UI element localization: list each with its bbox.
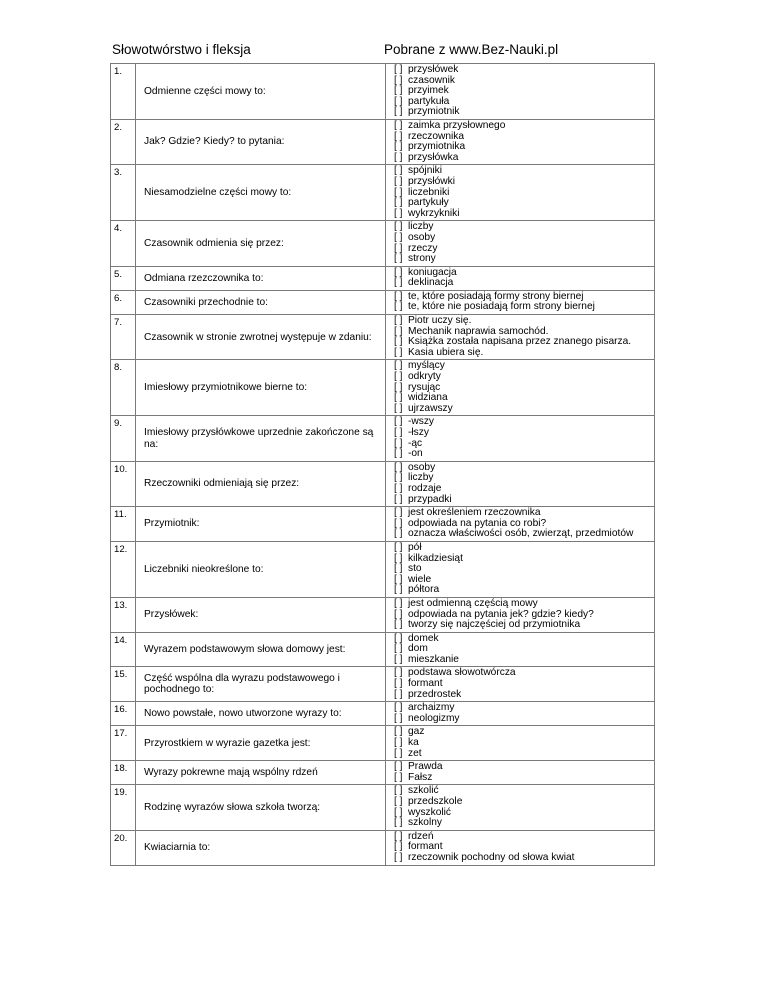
answer-option[interactable] <box>394 529 652 540</box>
answer-option-label: te, które nie posiadają form strony biernej <box>408 301 595 313</box>
answer-option-label: wyszkolić <box>408 806 452 818</box>
answer-checkbox[interactable]: [ ] <box>394 702 403 714</box>
answer-option-label: oznacza właściwości osób, zwierząt, przedmiotów <box>408 528 634 540</box>
answer-options <box>386 315 655 360</box>
question-row <box>111 830 655 865</box>
answer-checkbox[interactable]: [ ] <box>394 806 403 818</box>
answer-option[interactable] <box>394 278 652 289</box>
answer-option[interactable] <box>394 564 652 575</box>
answer-checkbox[interactable]: [ ] <box>394 851 403 863</box>
answer-option[interactable] <box>394 762 652 773</box>
answer-checkbox[interactable]: [ ] <box>394 573 403 585</box>
question-number: 5. <box>111 266 136 290</box>
answer-checkbox[interactable]: [ ] <box>394 95 403 107</box>
answer-option-label: kilkadziesiąt <box>408 552 463 564</box>
answer-options <box>386 221 655 266</box>
answer-option-label: rodzaje <box>408 482 442 494</box>
answer-option[interactable] <box>394 655 652 666</box>
question-number: 18. <box>111 761 136 785</box>
answer-checkbox[interactable]: [ ] <box>394 290 403 302</box>
answer-checkbox[interactable]: [ ] <box>394 796 403 807</box>
question-row <box>111 785 655 830</box>
answer-checkbox[interactable]: [ ] <box>394 165 403 177</box>
answer-option[interactable] <box>394 714 652 725</box>
answer-option-label: przysłówek <box>408 64 459 75</box>
answer-checkbox[interactable]: [ ] <box>394 221 403 233</box>
answer-checkbox[interactable]: [ ] <box>394 242 403 254</box>
answer-checkbox[interactable]: [ ] <box>394 74 403 86</box>
answer-checkbox[interactable]: [ ] <box>394 482 403 494</box>
answer-option-label: deklinacja <box>408 277 454 289</box>
answer-checkbox[interactable]: [ ] <box>394 493 403 505</box>
answer-checkbox[interactable]: [ ] <box>394 106 403 118</box>
answer-checkbox[interactable]: [ ] <box>394 207 403 219</box>
answer-option[interactable] <box>394 404 652 415</box>
answer-option[interactable] <box>394 818 652 829</box>
question-row <box>111 541 655 597</box>
answer-option-label: Kasia ubiera się. <box>408 346 484 358</box>
answer-checkbox[interactable]: [ ] <box>394 472 403 484</box>
question-row <box>111 667 655 702</box>
answer-option[interactable] <box>394 484 652 495</box>
question-number: 12. <box>111 541 136 597</box>
answer-option[interactable] <box>394 620 652 631</box>
answer-checkbox[interactable]: [ ] <box>394 563 403 575</box>
answer-checkbox[interactable]: [ ] <box>394 507 403 519</box>
answer-options <box>386 667 655 702</box>
answer-option[interactable] <box>394 302 652 313</box>
answer-option[interactable] <box>394 599 652 610</box>
question-number: 11. <box>111 507 136 542</box>
question-number: 1. <box>111 64 136 120</box>
question-number: 2. <box>111 119 136 164</box>
answer-checkbox[interactable]: [ ] <box>394 277 403 289</box>
answer-option-label: przysłówka <box>408 151 459 163</box>
answer-option[interactable] <box>394 121 652 132</box>
answer-option-label: dom <box>408 643 428 655</box>
answer-checkbox[interactable]: [ ] <box>394 584 403 596</box>
answer-option-label: pół <box>408 541 422 553</box>
answer-checkbox[interactable]: [ ] <box>394 119 403 131</box>
answer-checkbox[interactable]: [ ] <box>394 402 403 414</box>
answer-checkbox[interactable]: [ ] <box>394 381 403 393</box>
answer-option-label: ka <box>408 737 419 749</box>
document-title: Słowotwórstwo i fleksja <box>112 42 251 57</box>
answer-options <box>386 830 655 865</box>
answer-option-label: przedrostek <box>408 688 462 700</box>
answer-option-label: rysując <box>408 381 441 393</box>
question-text: Czasowniki przechodnie to: <box>136 290 386 314</box>
answer-option-label: partykuła <box>408 95 450 107</box>
answer-option-label: formant <box>408 678 443 690</box>
answer-checkbox[interactable]: [ ] <box>394 231 403 243</box>
answer-option-label: archaizmy <box>408 702 455 714</box>
answer-option-label: odpowiada na pytania jek? gdzie? kiedy? <box>408 608 594 620</box>
answer-option[interactable] <box>394 495 652 506</box>
answer-option[interactable] <box>394 177 652 188</box>
question-number: 8. <box>111 360 136 416</box>
answer-option[interactable] <box>394 554 652 565</box>
answer-option-label: Piotr uczy się. <box>408 315 472 327</box>
question-text: Niesamodzielne części mowy to: <box>136 165 386 221</box>
question-number: 20. <box>111 830 136 865</box>
answer-option-label: -on <box>408 448 423 460</box>
answer-option-label: odkryty <box>408 371 441 383</box>
answer-option-label: domek <box>408 632 439 644</box>
answer-checkbox[interactable]: [ ] <box>394 186 403 198</box>
answer-option[interactable] <box>394 439 652 450</box>
answer-option[interactable] <box>394 428 652 439</box>
answer-option-label: myślący <box>408 360 445 372</box>
answer-option-label: rzeczownika <box>408 130 465 142</box>
answer-checkbox[interactable]: [ ] <box>394 197 403 209</box>
question-row <box>111 416 655 461</box>
answer-options <box>386 726 655 761</box>
answer-option-label: zet <box>408 747 422 759</box>
answer-option-label: liczebniki <box>408 186 450 198</box>
answer-option-label: osoby <box>408 231 436 243</box>
answer-options <box>386 632 655 667</box>
answer-options <box>386 360 655 416</box>
answer-checkbox[interactable]: [ ] <box>394 737 403 749</box>
question-text: Czasownik odmienia się przez: <box>136 221 386 266</box>
answer-option-label: -wszy <box>408 416 435 428</box>
question-text: Przymiotnik: <box>136 507 386 542</box>
answer-option-label: formant <box>408 841 443 853</box>
answer-checkbox[interactable]: [ ] <box>394 785 403 797</box>
answer-checkbox[interactable]: [ ] <box>394 761 403 773</box>
answer-option-label: ujrzawszy <box>408 402 453 414</box>
answer-option[interactable] <box>394 449 652 460</box>
answer-option-label: czasownik <box>408 74 455 86</box>
answer-options <box>386 761 655 785</box>
answer-checkbox[interactable]: [ ] <box>394 678 403 690</box>
question-number: 15. <box>111 667 136 702</box>
question-number: 9. <box>111 416 136 461</box>
answer-option-label: odpowiada na pytania co robi? <box>408 517 547 529</box>
answer-option-label: przysłówki <box>408 175 455 187</box>
question-row <box>111 632 655 667</box>
question-text: Przysłówek: <box>136 597 386 632</box>
answer-option-label: osoby <box>408 461 436 473</box>
question-number: 4. <box>111 221 136 266</box>
answer-checkbox[interactable]: [ ] <box>394 771 403 783</box>
question-row <box>111 266 655 290</box>
answer-option-label: Mechanik naprawia samochód. <box>408 325 549 337</box>
question-row <box>111 221 655 266</box>
answer-option-label: gaz <box>408 726 425 738</box>
question-row <box>111 119 655 164</box>
answer-options <box>386 165 655 221</box>
answer-checkbox[interactable]: [ ] <box>394 830 403 842</box>
answer-option-label: liczby <box>408 472 434 484</box>
question-text: Kwiaciarnia to: <box>136 830 386 865</box>
answer-checkbox[interactable]: [ ] <box>394 141 403 153</box>
question-text: Odmiana rzezczownika to: <box>136 266 386 290</box>
answer-option[interactable] <box>394 690 652 701</box>
answer-option-label: przypadki <box>408 493 452 505</box>
answer-checkbox[interactable]: [ ] <box>394 841 403 853</box>
answer-option-label: przyimek <box>408 85 449 97</box>
answer-option-label: sto <box>408 563 422 575</box>
answer-checkbox[interactable]: [ ] <box>394 253 403 265</box>
answer-checkbox[interactable]: [ ] <box>394 688 403 700</box>
answer-checkbox[interactable]: [ ] <box>394 541 403 553</box>
answer-option[interactable] <box>394 417 652 428</box>
answer-option-label: strony <box>408 253 436 265</box>
question-row <box>111 702 655 726</box>
answer-checkbox[interactable]: [ ] <box>394 427 403 438</box>
answer-option[interactable] <box>394 738 652 749</box>
question-row <box>111 761 655 785</box>
question-text: Rzeczowniki odmieniają się przez: <box>136 461 386 506</box>
quiz-table <box>110 63 655 866</box>
question-row <box>111 507 655 542</box>
answer-checkbox[interactable]: [ ] <box>394 528 403 540</box>
question-row <box>111 360 655 416</box>
answer-checkbox[interactable]: [ ] <box>394 597 403 609</box>
question-text: Przyrostkiem w wyrazie gazetka jest: <box>136 726 386 761</box>
question-row <box>111 597 655 632</box>
answer-option-label: Książka została napisana przez znanego pisarza. <box>408 336 632 348</box>
question-row <box>111 726 655 761</box>
answer-options <box>386 461 655 506</box>
answer-checkbox[interactable]: [ ] <box>394 817 403 829</box>
answer-options <box>386 64 655 120</box>
answer-option-label: tworzy się najczęściej od przymiotnika <box>408 619 581 631</box>
answer-option[interactable] <box>394 585 652 596</box>
answer-checkbox[interactable]: [ ] <box>394 619 403 631</box>
answer-option-label: przymiotnik <box>408 106 460 118</box>
question-row <box>111 315 655 360</box>
question-number: 3. <box>111 165 136 221</box>
answer-option-label: szkolny <box>408 817 442 829</box>
answer-options <box>386 290 655 314</box>
answer-checkbox[interactable]: [ ] <box>394 266 403 278</box>
answer-checkbox[interactable]: [ ] <box>394 346 403 358</box>
answer-checkbox[interactable]: [ ] <box>394 371 403 383</box>
answer-option-label: rdzeń <box>408 830 434 842</box>
answer-option[interactable] <box>394 853 652 864</box>
question-text: Imiesłowy przymiotnikowe bierne to: <box>136 360 386 416</box>
page-header <box>112 42 672 60</box>
answer-checkbox[interactable]: [ ] <box>394 608 403 620</box>
answer-option-label: podstawa słowotwórcza <box>408 667 516 679</box>
answer-checkbox[interactable]: [ ] <box>394 315 403 327</box>
answer-option[interactable] <box>394 543 652 554</box>
question-number: 19. <box>111 785 136 830</box>
answer-options <box>386 597 655 632</box>
answer-option-label: jest określeniem rzeczownika <box>408 507 541 519</box>
answer-option-label: przedszkole <box>408 796 463 807</box>
answer-checkbox[interactable]: [ ] <box>394 130 403 142</box>
answer-option-label: wykrzykniki <box>408 207 460 219</box>
answer-options <box>386 416 655 461</box>
answer-checkbox[interactable]: [ ] <box>394 360 403 372</box>
question-text: Wyrazem podstawowym słowa domowy jest: <box>136 632 386 667</box>
answer-checkbox[interactable]: [ ] <box>394 726 403 738</box>
answer-options <box>386 702 655 726</box>
answer-option[interactable] <box>394 348 652 359</box>
answer-checkbox[interactable]: [ ] <box>394 448 403 460</box>
answer-checkbox[interactable]: [ ] <box>394 175 403 187</box>
answer-checkbox[interactable]: [ ] <box>394 416 403 428</box>
answer-options <box>386 266 655 290</box>
question-number: 7. <box>111 315 136 360</box>
question-text: Jak? Gdzie? Kiedy? to pytania: <box>136 119 386 164</box>
answer-checkbox[interactable]: [ ] <box>394 392 403 404</box>
answer-option-label: Prawda <box>408 761 443 773</box>
question-text: Liczebniki nieokreślone to: <box>136 541 386 597</box>
answer-option-label: jest odmienną częścią mowy <box>408 597 538 609</box>
question-text: Część wspólna dla wyrazu podstawowego i pochodnego to: <box>136 667 386 702</box>
answer-option-label: wiele <box>408 573 432 585</box>
answer-option[interactable] <box>394 254 652 265</box>
question-row <box>111 290 655 314</box>
answer-checkbox[interactable]: [ ] <box>394 151 403 163</box>
question-number: 13. <box>111 597 136 632</box>
answer-option[interactable] <box>394 65 652 76</box>
answer-option-label: półtora <box>408 584 440 596</box>
answer-checkbox[interactable]: [ ] <box>394 64 403 75</box>
answer-option-label: koniugacja <box>408 266 457 278</box>
question-number: 17. <box>111 726 136 761</box>
answer-option-label: zaimka przysłownego <box>408 119 506 131</box>
answer-option-label: mieszkanie <box>408 653 459 665</box>
answer-option-label: przymiotnika <box>408 141 466 153</box>
answer-checkbox[interactable]: [ ] <box>394 712 403 724</box>
answer-option-label: rzeczownik pochodny od słowa kwiat <box>408 851 575 863</box>
question-number: 14. <box>111 632 136 667</box>
question-row <box>111 461 655 506</box>
answer-option-label: liczby <box>408 221 434 233</box>
question-text: Czasownik w stronie zwrotnej występuje w zdaniu: <box>136 315 386 360</box>
answer-options <box>386 541 655 597</box>
answer-option-label: spójniki <box>408 165 442 177</box>
answer-option-label: partykuły <box>408 197 449 209</box>
answer-option-label: Fałsz <box>408 771 433 783</box>
answer-option[interactable] <box>394 209 652 220</box>
answer-options <box>386 507 655 542</box>
answer-option[interactable] <box>394 749 652 760</box>
question-text: Imiesłowy przysłówkowe uprzednie zakończone są na: <box>136 416 386 461</box>
answer-option[interactable] <box>394 797 652 808</box>
answer-checkbox[interactable]: [ ] <box>394 552 403 564</box>
question-row <box>111 64 655 120</box>
answer-option[interactable] <box>394 727 652 738</box>
question-number: 10. <box>111 461 136 506</box>
answer-option-label: rzeczy <box>408 242 438 254</box>
answer-option-label: neologizmy <box>408 712 460 724</box>
answer-checkbox[interactable]: [ ] <box>394 85 403 97</box>
answer-option-label: -ąc <box>408 437 423 449</box>
answer-option[interactable] <box>394 634 652 645</box>
answer-checkbox[interactable]: [ ] <box>394 643 403 655</box>
answer-option[interactable] <box>394 233 652 244</box>
answer-option-label: -łszy <box>408 427 429 438</box>
answer-options <box>386 119 655 164</box>
answer-option[interactable] <box>394 153 652 164</box>
answer-option-label: widziana <box>408 392 448 404</box>
answer-checkbox[interactable]: [ ] <box>394 632 403 644</box>
answer-options <box>386 785 655 830</box>
answer-checkbox[interactable]: [ ] <box>394 653 403 665</box>
answer-checkbox[interactable]: [ ] <box>394 301 403 313</box>
question-row <box>111 165 655 221</box>
question-number: 6. <box>111 290 136 314</box>
question-text: Odmienne części mowy to: <box>136 64 386 120</box>
answer-option[interactable] <box>394 107 652 118</box>
question-number: 16. <box>111 702 136 726</box>
quiz-body <box>111 64 655 866</box>
answer-checkbox[interactable]: [ ] <box>394 461 403 473</box>
answer-option-label: szkolić <box>408 785 439 797</box>
source-label: Pobrane z www.Bez-Nauki.pl <box>384 42 559 57</box>
question-text: Rodzinę wyrazów słowa szkoła tworzą: <box>136 785 386 830</box>
answer-option-label: te, które posiadają formy strony biernej <box>408 290 584 302</box>
question-text: Wyrazy pokrewne mają wspólny rdzeń <box>136 761 386 785</box>
answer-checkbox[interactable]: [ ] <box>394 336 403 348</box>
answer-checkbox[interactable]: [ ] <box>394 437 403 449</box>
question-text: Nowo powstałe, nowo utworzone wyrazy to: <box>136 702 386 726</box>
answer-checkbox[interactable]: [ ] <box>394 667 403 679</box>
answer-checkbox[interactable]: [ ] <box>394 517 403 529</box>
answer-checkbox[interactable]: [ ] <box>394 747 403 759</box>
answer-checkbox[interactable]: [ ] <box>394 325 403 337</box>
answer-option[interactable] <box>394 773 652 784</box>
